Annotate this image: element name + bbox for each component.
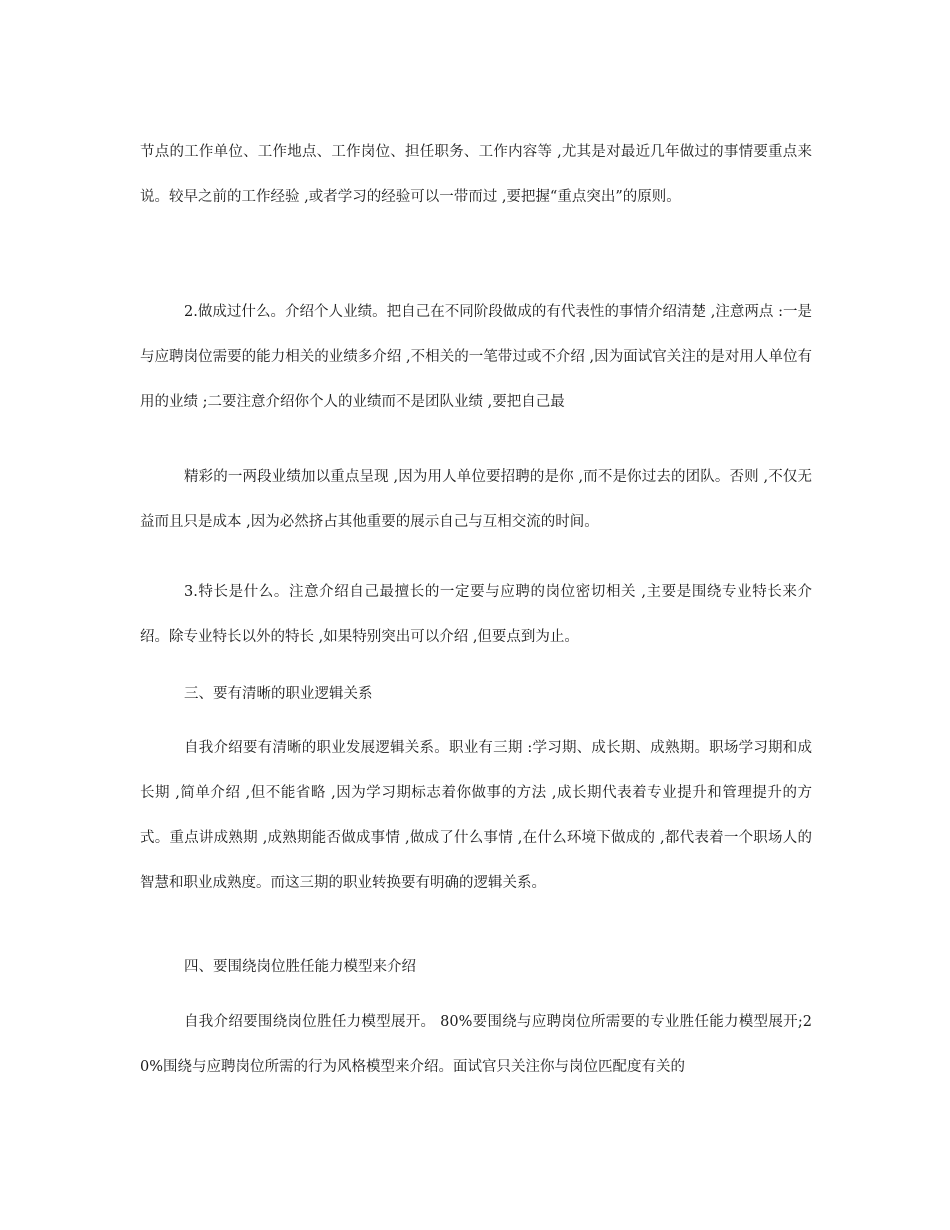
- paragraph-competency-model: 自我介绍要围绕岗位胜任力模型展开。 80%要围绕与应聘岗位所需要的专业胜任能力模型展开;20%围绕与应聘岗位所需的行为风格模型来介绍。面试官只关注你与岗位匹配度有关的: [140, 1014, 812, 1075]
- paragraph-work-history: 节点的工作单位、工作地点、工作岗位、担任职务、工作内容等 ,尤其是对最近几年做过的事情要重点来说。较早之前的工作经验 ,或者学习的经验可以一带而过 ,要把握“重点突出”的原则。: [140, 144, 812, 205]
- section-heading-career-logic: 三、要有清晰的职业逻辑关系: [184, 686, 373, 702]
- paragraph-achievements-continued: 精彩的一两段业绩加以重点呈现 ,因为用人单位要招聘的是你 ,而不是你过去的团队。否则 ,不仅无益而且只是成本 ,因为必然挤占其他重要的展示自己与互相交流的时间。: [140, 469, 812, 530]
- paragraph-specialties: 3.特长是什么。注意介绍自己最擅长的一定要与应聘的岗位密切相关 ,主要是围绕专业特长来介绍。除专业特长以外的特长 ,如果特别突出可以介绍 ,但要点到为止。: [140, 584, 812, 645]
- section-heading-competency-model: 四、要围绕岗位胜任能力模型来介绍: [184, 959, 416, 975]
- paragraph-career-logic: 自我介绍要有清晰的职业发展逻辑关系。职业有三期 :学习期、成长期、成熟期。职场学习期和成长期 ,简单介绍 ,但不能省略 ,因为学习期标志着你做事的方法 ,成长期代表着专业提升和管理提升的方式。重点讲成熟期 ,成熟期能否做成事情 ,做成了什么事情 ,在什么环境下做成的 ,都代表着一个职场人的智慧和职业成熟度。而这三期的职业转换要有明确的逻辑关系。: [140, 740, 812, 891]
- paragraph-achievements: 2.做成过什么。介绍个人业绩。把自己在不同阶段做成的有代表性的事情介绍清楚 ,注意两点 :一是与应聘岗位需要的能力相关的业绩多介绍 ,不相关的一笔带过或不介绍 ,因为面试官关注的是对用人单位有用的业绩 ;二要注意介绍你个人的业绩而不是团队业绩 ,要把自己最: [140, 304, 812, 410]
